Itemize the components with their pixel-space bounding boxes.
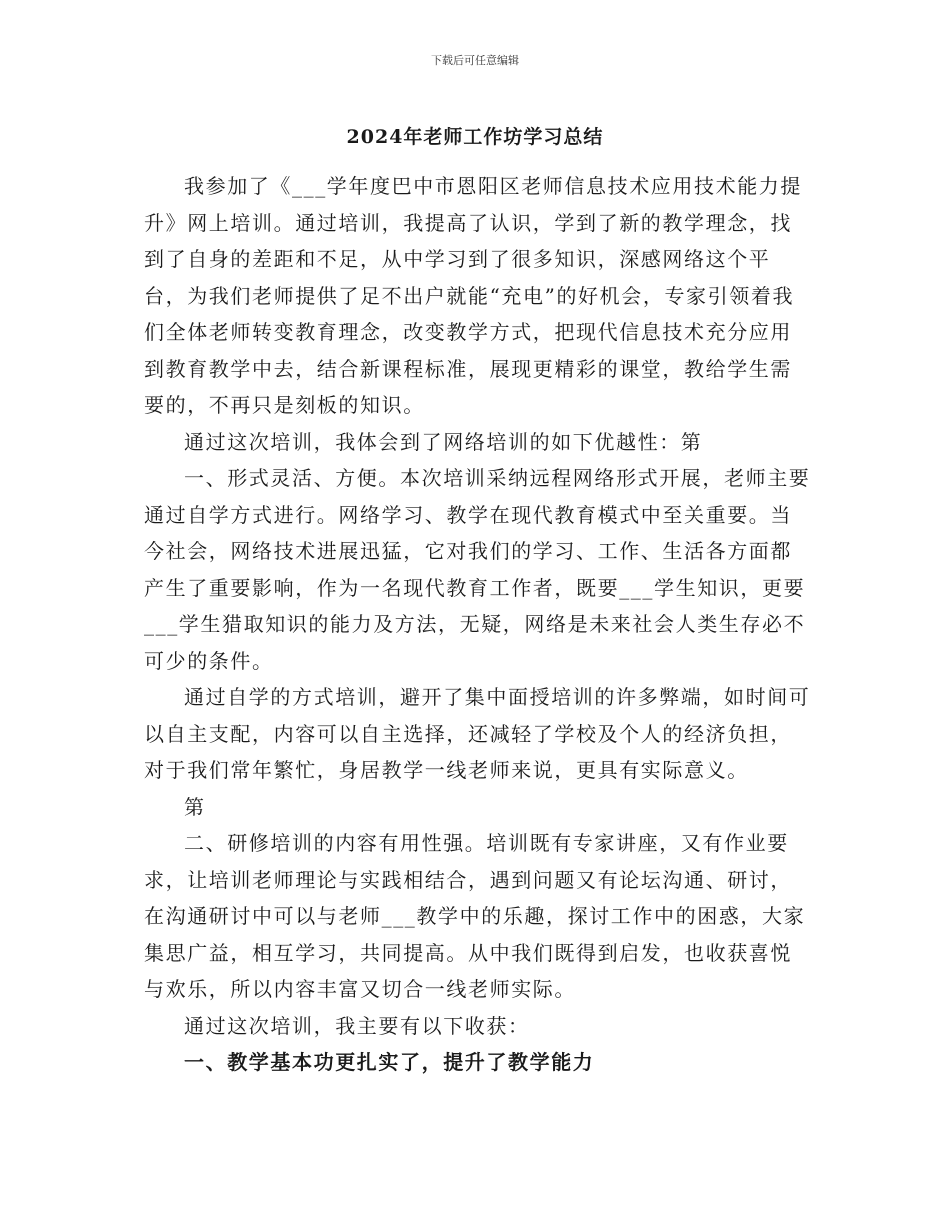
paragraph: 通过这次培训，我主要有以下收获： (184, 1013, 530, 1038)
paragraph: 我参加了《___学年度巴中市恩阳区老师信息技术应用技术能力提升》网上培训。通过培训，我提高了认识，学到了新的教学理念，找到了自身的差距和不足，从中学习到了很多知识，深感网络这个平台，为我们老师提供了足不出户就能“充电”的好机会，专家引领着我们全体老师转变教育理念，改变教学方式，把现代信息技术充分应用到教育教学中去，结合新课程标准，展现更精彩的课堂，教给学生需要的，不再只是刻板的知识。 (144, 174, 802, 417)
paragraph: 通过自学的方式培训，避开了集中面授培训的许多弊端，如时间可以自主支配，内容可以自主选择，还减轻了学校及个人的经济负担，对于我们常年繁忙，身居教学一线老师来说，更具有实际意义。 (144, 685, 811, 782)
paragraph: 二、研修培训的内容有用性强。培训既有专家讲座，又有作业要求，让培训老师理论与实践相结合，遇到问题又有论坛沟通、研讨，在沟通研讨中可以与老师___教学中的乐趣，探讨工作中的困惑，大家集思广益，相互学习，共同提高。从中我们既得到启发，也收获喜悦与欢乐，所以内容丰富又切合一线老师实际。 (144, 831, 806, 1001)
section-heading: 一、教学基本功更扎实了，提升了教学能力 (184, 1050, 595, 1074)
paragraph: 一、形式灵活、方便。本次培训采纳远程网络形式开展，老师主要通过自学方式进行。网络学习、教学在现代教育模式中至关重要。当今社会，网络技术进展迅猛，它对我们的学习、工作、生活各方面都产生了重要影响，作为一名现代教育工作者，既要___学生知识，更要___学生猎取知识的能力及方法，无疑，网络是未来社会人类生存必不可少的条件。 (144, 466, 811, 673)
document-title: 2024年老师工作坊学习总结 (346, 126, 604, 148)
document-body (144, 168, 812, 1081)
page-header-note: 下载后可任意编辑 (431, 54, 519, 67)
paragraph: 通过这次培训，我体会到了网络培训的如下优越性：第 (184, 429, 703, 454)
paragraph: 第 (184, 794, 206, 819)
